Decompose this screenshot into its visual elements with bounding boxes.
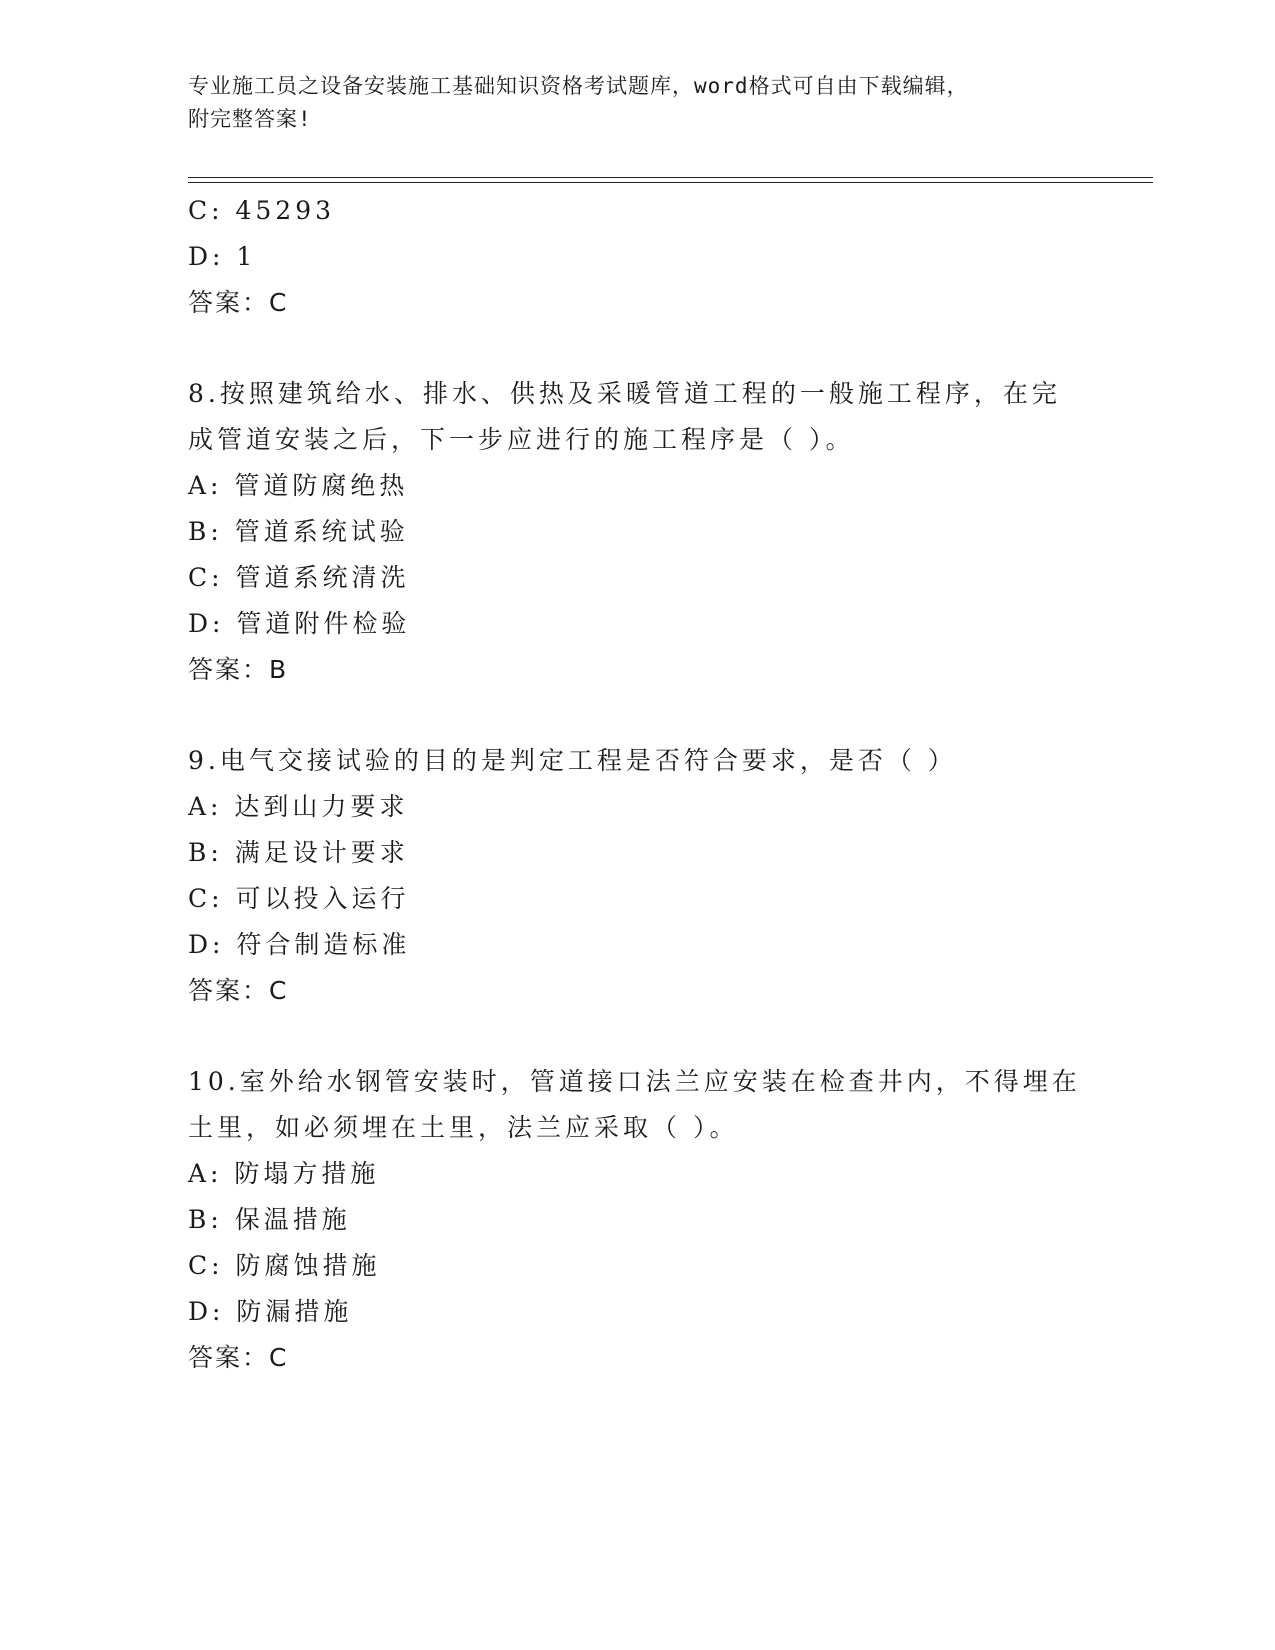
- question-10: [188, 1059, 1088, 1381]
- header-title-line-1: 专业施工员之设备安装施工基础知识资格考试题库，word格式可自由下载编辑，: [188, 74, 969, 98]
- option-b: B: 保温措施: [188, 1205, 351, 1234]
- header-divider-top: [188, 177, 1153, 178]
- question-stem: 10.室外给水钢管安装时，管道接口法兰应安装在检查井内，不得埋在: [188, 1067, 1081, 1096]
- answer-line: 答案：C: [188, 976, 289, 1005]
- option-d: D: 防漏措施: [188, 1297, 353, 1326]
- header-divider-bottom: [188, 182, 1153, 183]
- answer-line: 答案：B: [188, 655, 289, 684]
- option-d: D: 1: [188, 242, 257, 271]
- question-8: [188, 371, 1088, 693]
- spacer: [188, 1014, 1088, 1059]
- option-a: A: 防塌方措施: [188, 1159, 380, 1188]
- spacer: [188, 326, 1088, 371]
- answer-line: 答案：C: [188, 288, 289, 317]
- question-stem: 土里，如必须埋在土里，法兰应采取（ ）。: [188, 1113, 739, 1142]
- option-c: C: 防腐蚀措施: [188, 1251, 381, 1280]
- option-b: B: 管道系统试验: [188, 517, 409, 546]
- option-c: C: 45293: [188, 196, 336, 225]
- document-header: [188, 70, 1088, 136]
- question-list: [188, 188, 1088, 1381]
- spacer: [188, 693, 1088, 738]
- answer-line: 答案：C: [188, 1343, 289, 1372]
- question-7-tail: [188, 188, 1088, 326]
- option-c: C: 管道系统清洗: [188, 563, 410, 592]
- option-b: B: 满足设计要求: [188, 838, 409, 867]
- question-stem: 成管道安装之后，下一步应进行的施工程序是（ ）。: [188, 425, 855, 454]
- option-d: D: 管道附件检验: [188, 609, 411, 638]
- question-stem: 9.电气交接试验的目的是判定工程是否符合要求，是否（ ）: [188, 746, 957, 775]
- question-9: [188, 738, 1088, 1014]
- option-d: D: 符合制造标准: [188, 930, 411, 959]
- header-title-line-2: 附完整答案!: [188, 107, 312, 131]
- option-a: A: 管道防腐绝热: [188, 471, 409, 500]
- option-a: A: 达到山力要求: [188, 792, 409, 821]
- question-stem: 8.按照建筑给水、排水、供热及采暖管道工程的一般施工程序，在完: [188, 379, 1061, 408]
- option-c: C: 可以投入运行: [188, 884, 410, 913]
